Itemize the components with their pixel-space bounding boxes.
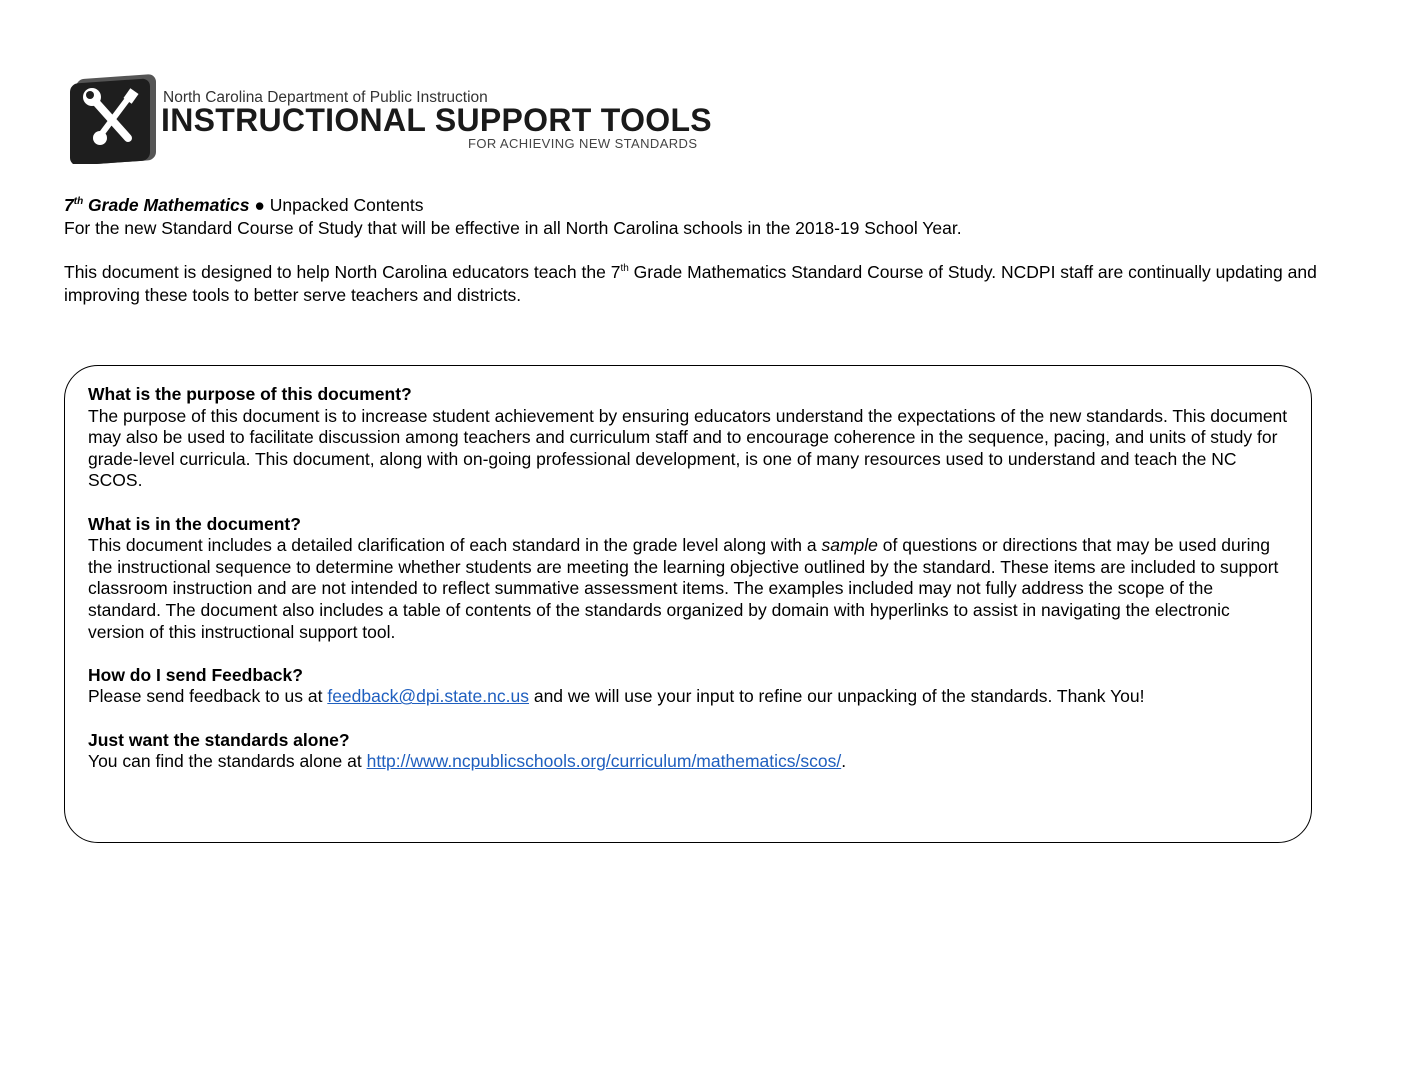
purpose-heading: What is the purpose of this document? (88, 384, 412, 404)
feedback-heading: How do I send Feedback? (88, 664, 303, 685)
document-header (64, 194, 1344, 306)
logo-tagline: FOR ACHIEVING NEW STANDARDS (468, 136, 698, 151)
standards-heading: Just want the standards alone? (88, 729, 350, 750)
logo-title: INSTRUCTIONAL SUPPORT TOOLS (161, 102, 712, 138)
contents-body: This document includes a detailed clarification of each standard in the grade level along with a sample of questions or directions that may be used during the instructional sequence to determine whether students are meeting the learning objective outlined by the standard. These items are included to support classroom instruction and are not intended to reflect summative assessment items. The examples included may not fully address the scope of the standard. The document also includes a table of contents of the standards organized by domain with hyperlinks to assist in navigating the electronic version of this instructional support tool. (88, 535, 1279, 642)
effective-line: For the new Standard Course of Study that will be effective in all North Carolina schools in the 2018-19 School Year. (64, 217, 962, 238)
title-bullet: ● (249, 195, 270, 215)
grade-title: 7th Grade Mathematics (64, 195, 250, 215)
feedback-email-link[interactable]: feedback@dpi.state.nc.us (327, 686, 529, 707)
page-title (64, 194, 1344, 217)
standards-url-link[interactable]: http://www.ncpublicschools.org/curriculum/mathematics/scos/ (366, 751, 842, 772)
intro-paragraph: This document is designed to help North Carolina educators teach the 7th Grade Mathematics Standard Course of Study. NCDPI staff are continually updating and improving these tools to better serve teachers and districts. (64, 262, 1317, 305)
purpose-body: The purpose of this document is to increase student achievement by ensuring educators understand the expectations of the new standards. This document may also be used to facilitate discussion among teachers and curriculum staff and to encourage coherence in the sequence, pacing, and units of study for grade-level curricula. This document, along with on-going professional development, is one of many resources used to understand and teach the NC SCOS. (88, 405, 1288, 491)
wrench-screwdriver-icon (68, 66, 160, 164)
ncdpi-logo (68, 66, 748, 166)
logo-org-name: North Carolina Department of Public Instruction (163, 89, 488, 106)
info-box (64, 365, 1312, 843)
contents-heading: What is in the document? (88, 513, 301, 534)
feedback-body: Please send feedback to us at feedback@dpi.state.nc.us and we will use your input to refine our unpacking of the standards. Thank You! (88, 686, 1145, 707)
title-subtitle: Unpacked Contents (269, 195, 424, 215)
standards-body: You can find the standards alone at http://www.ncpublicschools.org/curriculum/mathematics/scos/. (88, 751, 847, 772)
